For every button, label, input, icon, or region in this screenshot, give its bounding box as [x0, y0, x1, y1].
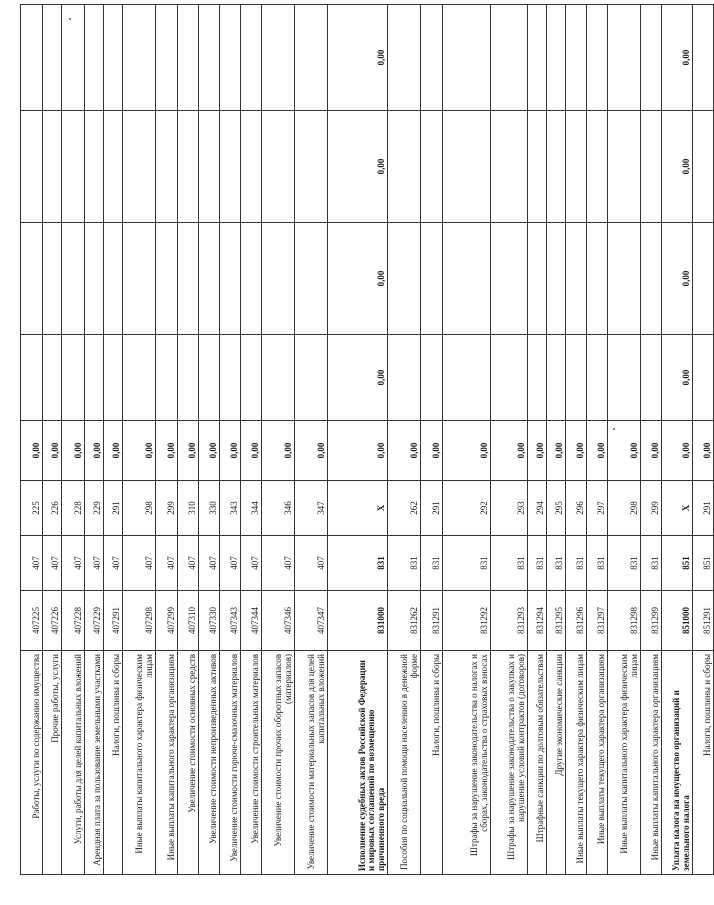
row-code: 831299	[641, 591, 662, 651]
row-value-4	[220, 111, 241, 223]
row-value-3	[388, 223, 421, 335]
row-value-4	[547, 111, 566, 223]
row-value-5	[262, 5, 295, 111]
row-value-1: 0,00	[62, 421, 85, 481]
row-name: Увеличение стоимости горюче-смазочных материалов	[220, 651, 241, 875]
row-value-1: 0,00	[491, 421, 528, 481]
row-value-5	[295, 5, 328, 111]
row-value-5	[693, 5, 714, 111]
row-value-3	[62, 223, 85, 335]
row-kvr: 831	[528, 536, 547, 591]
row-value-3	[85, 223, 104, 335]
row-kosgu: 343	[220, 481, 241, 536]
row-value-4	[178, 111, 199, 223]
row-value-1: 0,00	[262, 421, 295, 481]
row-kosgu: 298	[123, 481, 156, 536]
row-name: Штрафные санкции по долговым обязательствам	[528, 651, 547, 875]
row-value-1: 0,00	[328, 421, 388, 481]
row-value-4	[388, 111, 421, 223]
row-kosgu: 294	[528, 481, 547, 536]
table-body	[21, 5, 714, 875]
row-value-3	[641, 223, 662, 335]
row-kvr: 407	[156, 536, 178, 591]
row-value-2	[262, 335, 295, 421]
table-row	[262, 5, 295, 875]
row-value-1: 0,00	[587, 421, 608, 481]
row-value-2	[62, 335, 85, 421]
table-row	[388, 5, 421, 875]
row-value-4	[641, 111, 662, 223]
row-value-3	[178, 223, 199, 335]
row-code: 831297	[587, 591, 608, 651]
row-value-4	[62, 111, 85, 223]
row-kosgu: X	[328, 481, 388, 536]
scan-speck	[69, 18, 71, 20]
row-name: Работы, услуги по содержанию имущества	[21, 651, 43, 875]
row-kosgu: 291	[104, 481, 123, 536]
row-kvr: 831	[566, 536, 587, 591]
row-value-2	[528, 335, 547, 421]
row-name: Уплата налога на имущество организаций и земельного налога	[662, 651, 693, 875]
table-row	[528, 5, 547, 875]
row-value-1: 0,00	[104, 421, 123, 481]
row-name: Арендная плата за пользование земельными участками	[85, 651, 104, 875]
row-value-4	[85, 111, 104, 223]
row-value-4	[443, 111, 491, 223]
row-value-2	[641, 335, 662, 421]
row-kvr: 407	[241, 536, 262, 591]
row-value-1: 0,00	[85, 421, 104, 481]
row-value-4	[295, 111, 328, 223]
row-value-1: 0,00	[608, 421, 641, 481]
row-value-1: 0,00	[693, 421, 714, 481]
row-code: 407347	[295, 591, 328, 651]
table-row	[328, 5, 388, 875]
row-value-3	[443, 223, 491, 335]
table-row	[62, 5, 85, 875]
row-code: 831293	[491, 591, 528, 651]
row-value-4	[262, 111, 295, 223]
row-code: 831298	[608, 591, 641, 651]
row-kosgu: 293	[491, 481, 528, 536]
row-value-3: 0,00	[328, 223, 388, 335]
row-value-1: 0,00	[388, 421, 421, 481]
row-value-5	[587, 5, 608, 111]
row-value-5	[178, 5, 199, 111]
row-name: Налоги, пошлины и сборы	[104, 651, 123, 875]
row-value-3	[43, 223, 62, 335]
row-kvr: 831	[608, 536, 641, 591]
row-kvr: 831	[421, 536, 443, 591]
row-kvr: 831	[491, 536, 528, 591]
row-kosgu: 299	[641, 481, 662, 536]
row-value-5	[43, 5, 62, 111]
row-name: Иные выплаты текущего характера физическим лицам	[566, 651, 587, 875]
row-value-3	[123, 223, 156, 335]
row-kvr: 407	[62, 536, 85, 591]
row-value-3	[21, 223, 43, 335]
row-name: Штрафы за нарушение законодательства о налогах и сборах, законодательства о страховых взносах	[443, 651, 491, 875]
row-value-3	[608, 223, 641, 335]
row-value-4	[528, 111, 547, 223]
row-value-2	[421, 335, 443, 421]
rotated-table-container	[20, 5, 712, 875]
row-value-2: 0,00	[662, 335, 693, 421]
row-value-5	[547, 5, 566, 111]
table-row	[156, 5, 178, 875]
row-value-1: 0,00	[123, 421, 156, 481]
row-kosgu: 346	[262, 481, 295, 536]
row-code: 407346	[262, 591, 295, 651]
row-value-4: 0,00	[328, 111, 388, 223]
row-value-3	[421, 223, 443, 335]
row-value-5	[443, 5, 491, 111]
row-kvr: 831	[328, 536, 388, 591]
row-value-1: 0,00	[220, 421, 241, 481]
row-value-3	[587, 223, 608, 335]
row-kvr: 407	[43, 536, 62, 591]
row-name: Налоги, пошлины и сборы	[421, 651, 443, 875]
row-value-5	[199, 5, 220, 111]
row-name: Иные выплаты капитального характера организациям	[156, 651, 178, 875]
row-value-2	[85, 335, 104, 421]
row-value-5	[220, 5, 241, 111]
row-value-2	[21, 335, 43, 421]
table-row	[199, 5, 220, 875]
row-value-2	[123, 335, 156, 421]
row-value-3	[295, 223, 328, 335]
row-kosgu: 225	[21, 481, 43, 536]
row-name: Увеличение стоимости основных средств	[178, 651, 199, 875]
row-code: 407343	[220, 591, 241, 651]
row-name: Штрафы за нарушение законодательства о закупках и нарушение условий контрактов (договоров)	[491, 651, 528, 875]
row-value-2	[693, 335, 714, 421]
row-value-1: 0,00	[547, 421, 566, 481]
row-kvr: 407	[262, 536, 295, 591]
row-value-2	[156, 335, 178, 421]
row-value-1: 0,00	[641, 421, 662, 481]
row-code: 831295	[547, 591, 566, 651]
row-code: 407330	[199, 591, 220, 651]
row-code: 407225	[21, 591, 43, 651]
row-value-5	[241, 5, 262, 111]
row-code: 831000	[328, 591, 388, 651]
row-value-3	[262, 223, 295, 335]
table-row	[43, 5, 62, 875]
table-row	[295, 5, 328, 875]
table-row	[123, 5, 156, 875]
row-value-5	[388, 5, 421, 111]
row-value-3	[241, 223, 262, 335]
row-value-4	[104, 111, 123, 223]
row-value-4	[123, 111, 156, 223]
table-row	[104, 5, 123, 875]
row-value-1: 0,00	[443, 421, 491, 481]
row-value-4	[421, 111, 443, 223]
row-value-5	[62, 5, 85, 111]
row-code: 851000	[662, 591, 693, 651]
row-value-3	[104, 223, 123, 335]
row-value-3	[547, 223, 566, 335]
row-value-2	[587, 335, 608, 421]
row-value-1: 0,00	[566, 421, 587, 481]
row-code: 831291	[421, 591, 443, 651]
row-value-3	[693, 223, 714, 335]
row-name: Пособия по социальной помощи населению в денежной форме	[388, 651, 421, 875]
row-kvr: 407	[295, 536, 328, 591]
row-name: Исполнение судебных актов Российской Федерации и мировых соглашений по возмещению причиненного вреда	[328, 651, 388, 875]
row-name: Увеличение стоимости материальных запасов для целей капитальных вложений	[295, 651, 328, 875]
row-kosgu: 291	[693, 481, 714, 536]
row-kvr: 407	[85, 536, 104, 591]
table-row	[693, 5, 714, 875]
row-value-2	[491, 335, 528, 421]
row-name: Прочие работы, услуги	[43, 651, 62, 875]
row-value-3	[199, 223, 220, 335]
row-name: Увеличение стоимости прочих оборотных запасов (материалов)	[262, 651, 295, 875]
row-value-2	[566, 335, 587, 421]
row-code: 407226	[43, 591, 62, 651]
row-kosgu: 298	[608, 481, 641, 536]
row-value-2	[178, 335, 199, 421]
row-kosgu: 291	[421, 481, 443, 536]
row-kvr: 831	[587, 536, 608, 591]
row-kosgu: 228	[62, 481, 85, 536]
row-value-1: 0,00	[156, 421, 178, 481]
row-value-2	[43, 335, 62, 421]
table-row	[662, 5, 693, 875]
row-kvr: 851	[693, 536, 714, 591]
row-value-1: 0,00	[199, 421, 220, 481]
row-kvr: 851	[662, 536, 693, 591]
row-value-5	[21, 5, 43, 111]
row-value-4	[608, 111, 641, 223]
row-kosgu: 296	[566, 481, 587, 536]
table-row	[241, 5, 262, 875]
row-value-3	[566, 223, 587, 335]
row-kosgu: 226	[43, 481, 62, 536]
row-value-5: 0,00	[662, 5, 693, 111]
row-value-4: 0,00	[662, 111, 693, 223]
row-value-4	[693, 111, 714, 223]
row-value-2	[608, 335, 641, 421]
row-kosgu: 347	[295, 481, 328, 536]
row-code: 831296	[566, 591, 587, 651]
row-value-1: 0,00	[43, 421, 62, 481]
row-value-5	[608, 5, 641, 111]
table-row	[85, 5, 104, 875]
row-kvr: 407	[21, 536, 43, 591]
row-value-2	[388, 335, 421, 421]
row-kvr: 831	[443, 536, 491, 591]
row-kosgu: 297	[587, 481, 608, 536]
row-name: Услуги, работы для целей капитальных вложений	[62, 651, 85, 875]
row-value-5	[123, 5, 156, 111]
row-kvr: 831	[641, 536, 662, 591]
row-code: 831294	[528, 591, 547, 651]
row-value-2: 0,00	[328, 335, 388, 421]
row-value-4	[156, 111, 178, 223]
row-name: Иные выплаты капитального характера физическим лицам	[608, 651, 641, 875]
table-row	[220, 5, 241, 875]
table-row	[421, 5, 443, 875]
table-row	[491, 5, 528, 875]
table-row	[178, 5, 199, 875]
row-kvr: 831	[388, 536, 421, 591]
row-value-2	[199, 335, 220, 421]
table-row	[21, 5, 43, 875]
row-name: Другие экономические санкции	[547, 651, 566, 875]
row-value-3: 0,00	[662, 223, 693, 335]
row-value-1: 0,00	[21, 421, 43, 481]
row-value-4	[21, 111, 43, 223]
row-value-1: 0,00	[178, 421, 199, 481]
row-value-5: 0,00	[328, 5, 388, 111]
row-value-4	[199, 111, 220, 223]
row-code: 407344	[241, 591, 262, 651]
row-code: 831292	[443, 591, 491, 651]
row-kvr: 831	[547, 536, 566, 591]
row-kosgu: 262	[388, 481, 421, 536]
row-name: Иные выплаты текущего характера организациям	[587, 651, 608, 875]
row-name: Иные выплаты капитального характера организациям	[641, 651, 662, 875]
row-value-5	[156, 5, 178, 111]
row-code: 407298	[123, 591, 156, 651]
row-value-3	[156, 223, 178, 335]
row-value-5	[85, 5, 104, 111]
row-kosgu: 330	[199, 481, 220, 536]
row-kosgu: 229	[85, 481, 104, 536]
table-row	[547, 5, 566, 875]
row-value-5	[641, 5, 662, 111]
row-value-5	[104, 5, 123, 111]
row-kosgu: 295	[547, 481, 566, 536]
row-value-4	[587, 111, 608, 223]
row-kosgu: 292	[443, 481, 491, 536]
row-value-5	[421, 5, 443, 111]
row-value-1: 0,00	[528, 421, 547, 481]
budget-table	[20, 4, 714, 875]
row-value-4	[491, 111, 528, 223]
row-kosgu: 344	[241, 481, 262, 536]
row-code: 851291	[693, 591, 714, 651]
row-value-2	[220, 335, 241, 421]
row-value-5	[528, 5, 547, 111]
row-kvr: 407	[178, 536, 199, 591]
row-value-1: 0,00	[421, 421, 443, 481]
row-code: 407291	[104, 591, 123, 651]
row-name: Увеличение стоимости строительных материалов	[241, 651, 262, 875]
row-kvr: 407	[220, 536, 241, 591]
row-value-3	[528, 223, 547, 335]
row-value-2	[241, 335, 262, 421]
row-value-2	[443, 335, 491, 421]
row-value-2	[547, 335, 566, 421]
table-row	[641, 5, 662, 875]
table-row	[587, 5, 608, 875]
row-kvr: 407	[104, 536, 123, 591]
row-value-1: 0,00	[662, 421, 693, 481]
row-value-3	[491, 223, 528, 335]
row-value-3	[220, 223, 241, 335]
row-value-5	[491, 5, 528, 111]
row-value-2	[104, 335, 123, 421]
scan-speck	[613, 428, 615, 430]
table-row	[566, 5, 587, 875]
row-name: Иные выплаты капитального характера физическим лицам	[123, 651, 156, 875]
row-value-2	[295, 335, 328, 421]
row-value-5	[566, 5, 587, 111]
row-code: 831262	[388, 591, 421, 651]
row-code: 407299	[156, 591, 178, 651]
row-kosgu: 299	[156, 481, 178, 536]
row-value-1: 0,00	[241, 421, 262, 481]
table-row	[443, 5, 491, 875]
row-value-4	[566, 111, 587, 223]
row-kosgu: 310	[178, 481, 199, 536]
row-kosgu: X	[662, 481, 693, 536]
row-code: 407228	[62, 591, 85, 651]
row-kvr: 407	[123, 536, 156, 591]
row-code: 407310	[178, 591, 199, 651]
row-kvr: 407	[199, 536, 220, 591]
row-value-4	[43, 111, 62, 223]
row-value-1: 0,00	[295, 421, 328, 481]
table-row	[608, 5, 641, 875]
row-code: 407229	[85, 591, 104, 651]
row-name: Увеличение стоимости непроизведенных активов	[199, 651, 220, 875]
row-name: Налоги, пошлины и сборы	[693, 651, 714, 875]
row-value-4	[241, 111, 262, 223]
